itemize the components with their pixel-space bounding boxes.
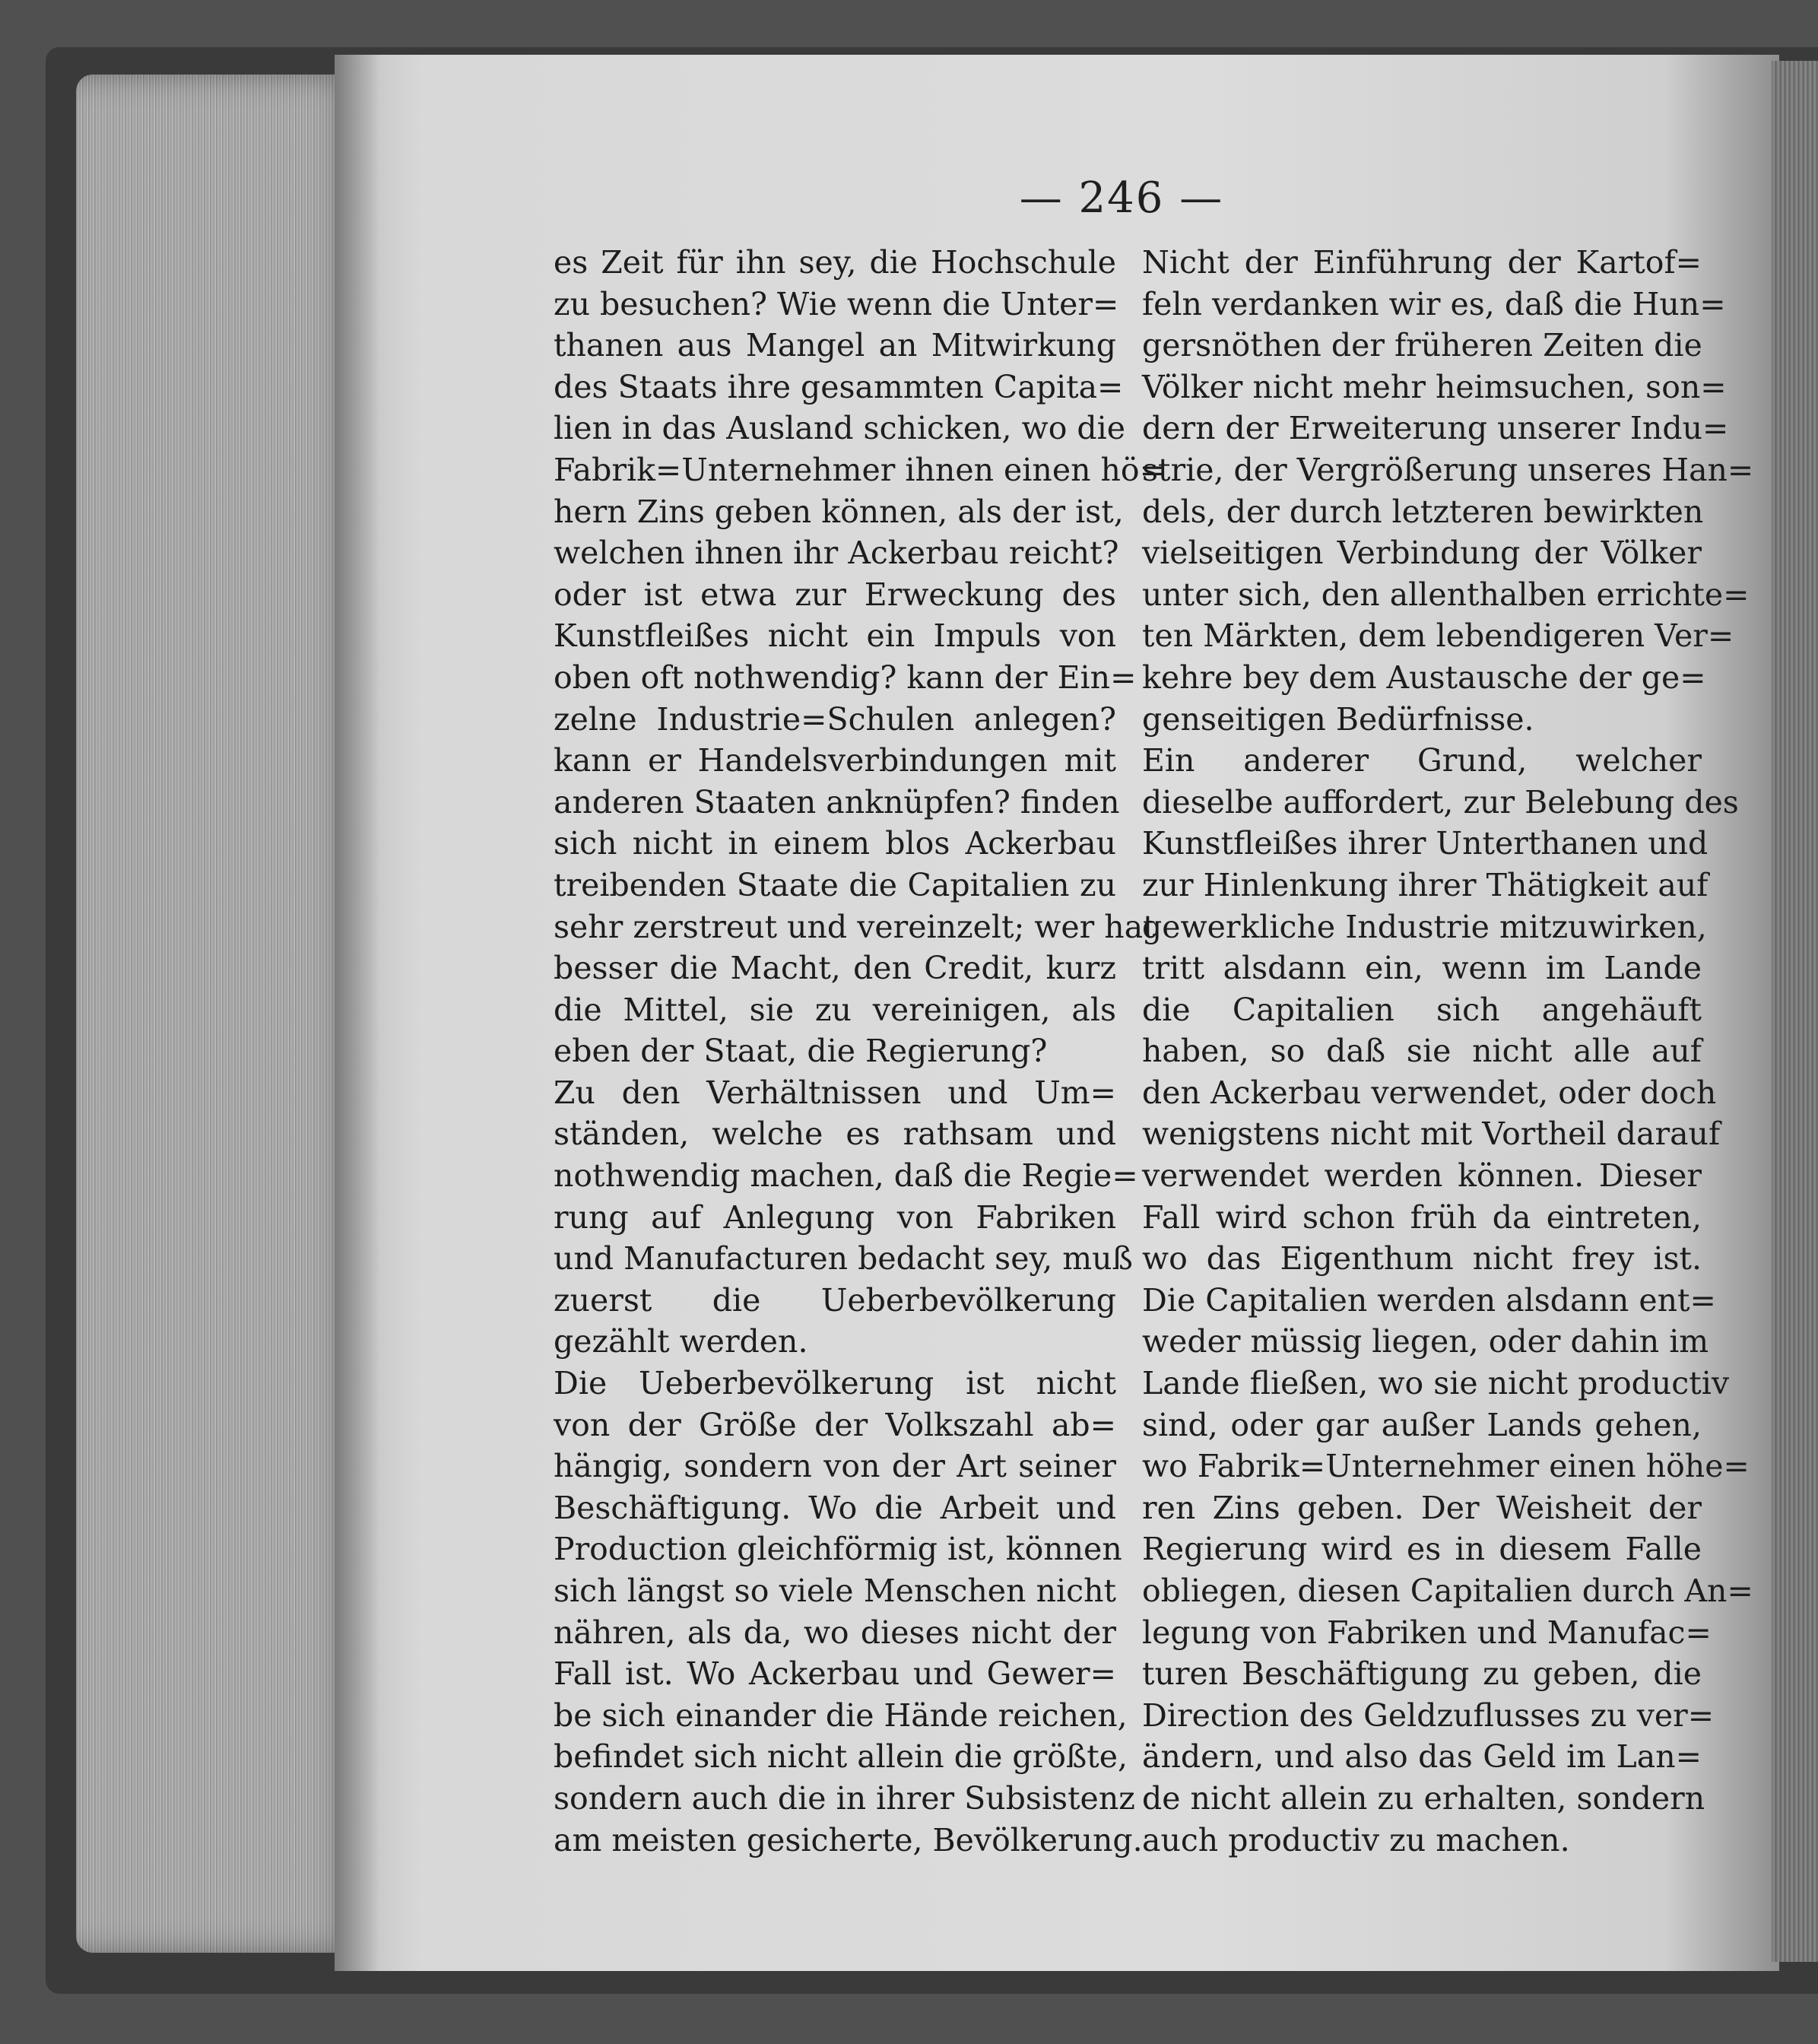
text-line: welchen ihnen ihr Ackerbau reicht? [554, 535, 1119, 572]
text-line: ten Märkten, dem lebendigeren Ver= [1142, 617, 1734, 655]
text-line: den Ackerbau verwendet, oder doch [1142, 1074, 1717, 1111]
text-line: zelne Industrie=Schulen anlegen? [554, 700, 1116, 738]
text-line: Nicht der Einführung der Kartof= [1142, 244, 1702, 281]
text-line: Beschäftigung. Wo die Arbeit und [554, 1489, 1116, 1526]
page-edges-stack [76, 75, 365, 1953]
text-line: von der Größe der Volkszahl ab= [554, 1406, 1116, 1443]
text-line: ren Zins geben. Der Weisheit der [1142, 1489, 1702, 1526]
text-line: oder ist etwa zur Erweckung des [554, 576, 1116, 613]
text-line: Die Ueberbevölkerung ist nicht [554, 1365, 1116, 1402]
text-line: sich längst so viele Menschen nicht [554, 1573, 1116, 1609]
text-line: Regierung wird es in diesem Falle [1142, 1531, 1702, 1568]
text-line: tritt alsdann ein, wenn im Lande [1142, 950, 1702, 987]
text-line: feln verdanken wir es, daß die Hun= [1142, 285, 1726, 322]
text-line: Kunstfleißes nicht ein Impuls von [554, 617, 1116, 655]
text-line: rung auf Anlegung von Fabriken [554, 1198, 1116, 1236]
text-line: befindet sich nicht allein die größte, [554, 1738, 1128, 1776]
text-line: Production gleichförmig ist, können [554, 1531, 1122, 1568]
text-line: weder müssig liegen, oder dahin im [1142, 1323, 1709, 1360]
text-line: Zu den Verhältnissen und Um= [554, 1074, 1116, 1111]
text-line: anderen Staaten anknüpfen? finden [554, 783, 1120, 820]
facing-page-edge [1772, 61, 1818, 1962]
text-line: wo das Eigenthum nicht frey ist. [1142, 1240, 1702, 1278]
text-line: zuerst die Ueberbevölkerung [554, 1281, 1116, 1319]
text-line: wenigstens nicht mit Vortheil darauf [1142, 1116, 1721, 1153]
text-line: obliegen, diesen Capitalien durch An= [1142, 1573, 1753, 1609]
text-line: Direction des Geldzuflusses zu ver= [1142, 1696, 1715, 1734]
text-line: nähren, als da, wo dieses nicht der [554, 1614, 1116, 1651]
text-line: des Staats ihre gesammten Capita= [554, 368, 1124, 405]
left-text-column [554, 242, 1166, 1861]
text-line: unter sich, den allenthalben errichte= [1142, 576, 1750, 613]
text-line: genseitigen Bedürfnisse. [1142, 700, 1534, 738]
text-line: be sich einander die Hände reichen, [554, 1696, 1128, 1734]
text-line: zur Hinlenkung ihrer Thätigkeit auf [1142, 866, 1709, 903]
text-line: Ein anderer Grund, welcher [1142, 742, 1702, 779]
text-line: hängig, sondern von der Art seiner [554, 1448, 1116, 1485]
text-line: lien in das Ausland schicken, wo die [554, 410, 1126, 447]
text-line: treibenden Staate die Capitalien zu [554, 866, 1116, 903]
text-line: sondern auch die in ihrer Subsistenz [554, 1779, 1135, 1817]
text-line: ständen, welche es rathsam und [554, 1116, 1116, 1153]
spine-shadow [335, 55, 380, 1971]
text-line: sehr zerstreut und vereinzelt; wer hat [554, 908, 1156, 945]
text-line: und Manufacturen bedacht sey, muß [554, 1240, 1133, 1278]
text-line: oben oft nothwendig? kann der Ein= [554, 659, 1137, 696]
text-line: es Zeit für ihn sey, die Hochschule [554, 244, 1116, 281]
text-line: besser die Macht, den Credit, kurz [554, 950, 1116, 987]
text-line: wo Fabrik=Unternehmer einen höhe= [1142, 1448, 1750, 1485]
text-line: auch productiv zu machen. [1142, 1821, 1570, 1858]
text-line: ändern, und also das Geld im Lan= [1142, 1738, 1702, 1776]
text-line: Völker nicht mehr heimsuchen, son= [1142, 368, 1727, 405]
text-line: die Mittel, sie zu vereinigen, als [554, 991, 1116, 1028]
text-line: strie, der Vergrößerung unseres Han= [1142, 451, 1754, 488]
text-line: vielseitigen Verbindung der Völker [1142, 535, 1702, 572]
text-line: gewerkliche Industrie mitzuwirken, [1142, 908, 1707, 945]
text-line: Fabrik=Unternehmer ihnen einen hö= [554, 451, 1166, 488]
text-line: sind, oder gar außer Lands gehen, [1142, 1406, 1702, 1443]
page-number: — 246 — [1019, 173, 1224, 223]
text-line: haben, so daß sie nicht alle auf [1142, 1033, 1702, 1070]
text-line: hern Zins geben können, als der ist, [554, 493, 1124, 530]
text-line: Lande fließen, wo sie nicht productiv [1142, 1365, 1730, 1402]
text-line: Die Capitalien werden alsdann ent= [1142, 1281, 1716, 1319]
text-line: dels, der durch letzteren bewirkten [1142, 493, 1704, 530]
text-line: dieselbe auffordert, zur Belebung des [1142, 783, 1739, 820]
right-text-column [1142, 242, 1754, 1861]
text-line: verwendet werden können. Dieser [1142, 1157, 1702, 1195]
text-line: Kunstfleißes ihrer Unterthanen und [1142, 825, 1709, 862]
text-line: am meisten gesicherte, Bevölkerung. [554, 1821, 1143, 1858]
text-line: dern der Erweiterung unserer Indu= [1142, 410, 1729, 447]
text-line: zu besuchen? Wie wenn die Unter= [554, 285, 1119, 322]
text-line: kann er Handelsverbindungen mit [554, 742, 1116, 779]
text-line: Fall wird schon früh da eintreten, [1142, 1198, 1702, 1236]
text-line: eben der Staat, die Regierung? [554, 1033, 1048, 1070]
text-line: thanen aus Mangel an Mitwirkung [554, 327, 1116, 364]
text-line: kehre bey dem Austausche der ge= [1142, 659, 1706, 696]
text-line: de nicht allein zu erhalten, sondern [1142, 1779, 1705, 1817]
text-line: legung von Fabriken und Manufac= [1142, 1614, 1712, 1651]
text-line: die Capitalien sich angehäuft [1142, 991, 1702, 1028]
text-line: gersnöthen der früheren Zeiten die [1142, 327, 1702, 364]
text-line: nothwendig machen, daß die Regie= [554, 1157, 1138, 1195]
text-line: gezählt werden. [554, 1323, 808, 1360]
text-line: sich nicht in einem blos Ackerbau [554, 825, 1116, 862]
text-line: Fall ist. Wo Ackerbau und Gewer= [554, 1655, 1116, 1693]
text-line: turen Beschäftigung zu geben, die [1142, 1655, 1702, 1693]
